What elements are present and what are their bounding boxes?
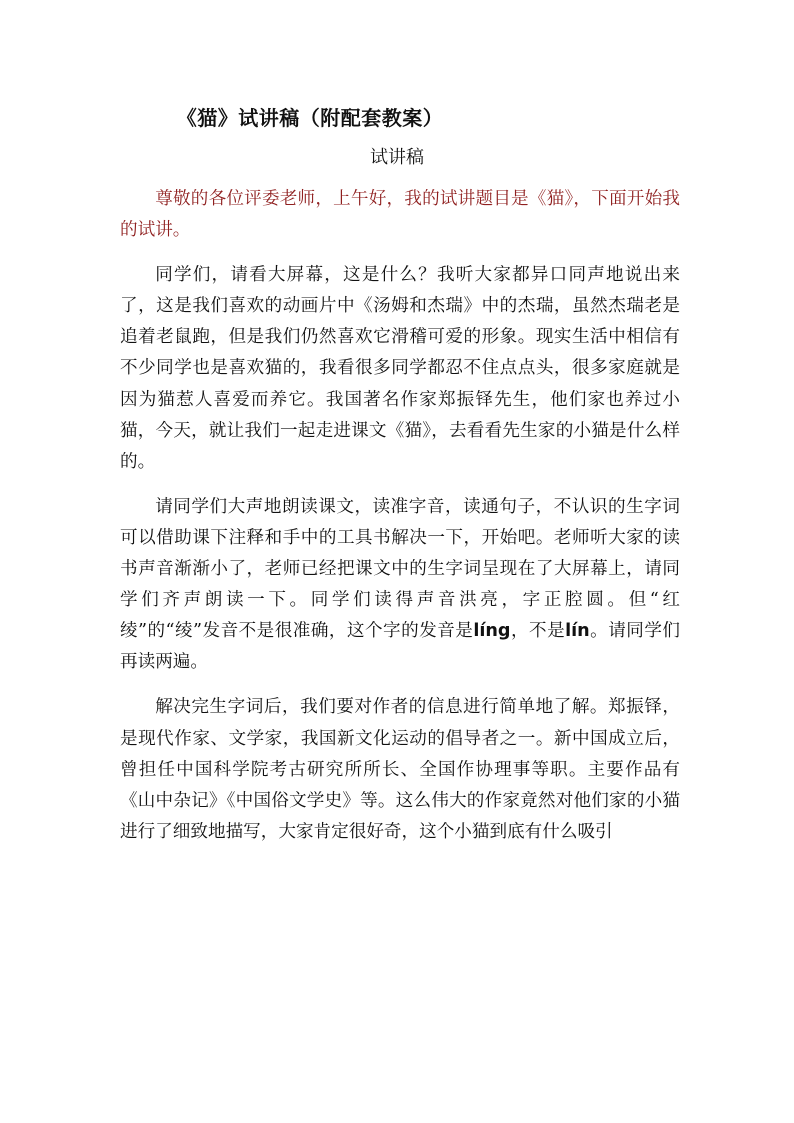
paragraph-3-text-2: ，不是 — [510, 621, 566, 642]
intro-paragraph: 尊敬的各位评委老师，上午好，我的试讲题目是《猫》，下面开始我的试讲。 — [120, 189, 680, 241]
pinyin-ling: líng — [473, 621, 511, 642]
paragraph-3 — [120, 492, 680, 679]
pinyin-lin: lín — [565, 621, 590, 642]
paragraph-2: 同学们，请看大屏幕，这是什么？我听大家都异口同声地说出来了，这是我们喜欢的动画片中《汤姆和杰瑞》中的杰瑞，虽然杰瑞老是追着老鼠跑，但是我们仍然喜欢它滑稽可爱的形象。现实生活中相信有不少同学也是喜欢猫的，我看很多同学都忍不住点点头，很多家庭就是因为猫惹人喜爱而养它。我国著名作家郑振铎先生，他们家也养过小猫，今天，就让我们一起走进课文《猫》，去看看先生家的小猫是什么样的。 — [120, 265, 680, 472]
document-title: 《猫》试讲稿（附配套教案） — [176, 106, 444, 130]
document-body — [120, 184, 680, 862]
paragraph-4: 解决完生字词后，我们要对作者的信息进行简单地了解。郑振铎，是现代作家、文学家，我国新文化运动的倡导者之一。新中国成立后，曾担任中国科学院考古研究所所长、全国作协理事等职。主要作品有《山中杂记》《中国俗文学史》等。这么伟大的作家竟然对他们家的小猫进行了细致地描写，大家肯定很好奇，这个小猫到底有什么吸引 — [120, 697, 680, 842]
paragraph-3-text-3: 。请同学们再读两遍。 — [120, 621, 680, 673]
document-subtitle: 试讲稿 — [370, 147, 424, 168]
paragraph-3-text-1: 请同学们大声地朗读课文，读准字音，读通句子，不认识的生字词可以借助课下注释和手中的工具书解决一下，开始吧。老师听大家的读书声音渐渐小了，老师已经把课文中的生字词呈现在了大屏幕上，请同学们齐声朗读一下。同学们读得声音洪亮，字正腔圆。但“红绫”的“绫”发音不是很准确，这个字的发音是 — [120, 496, 680, 642]
